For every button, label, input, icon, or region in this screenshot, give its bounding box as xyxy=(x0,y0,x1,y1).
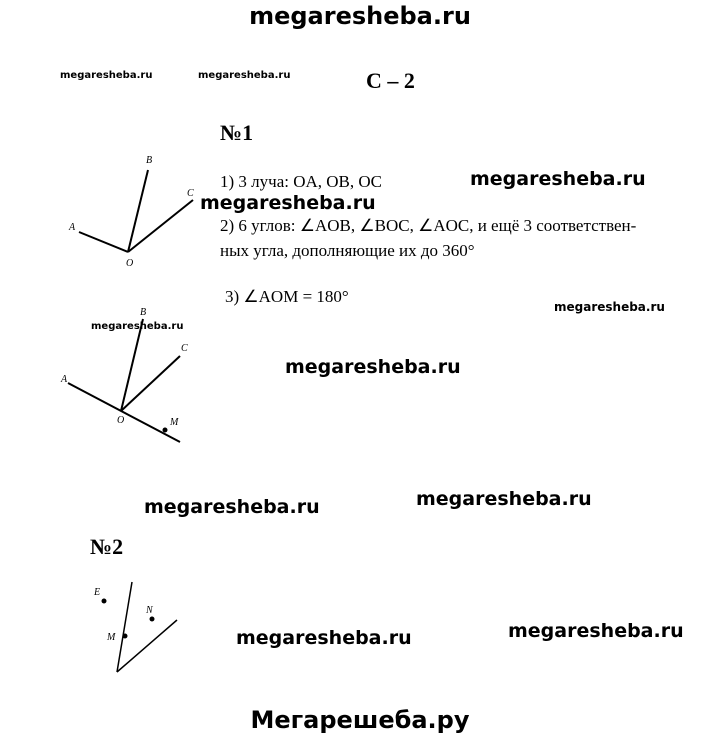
problem1-answer2-line1: 2) 6 углов: ∠AOB, ∠BOC, ∠AOC, и ещё 3 соответствен- xyxy=(220,216,637,235)
watermark: megaresheba.ru xyxy=(285,356,461,378)
problem1-answer1: 1) 3 луча: OA, OB, OC xyxy=(220,172,382,191)
label-a: A xyxy=(69,222,76,233)
watermark: megaresheba.ru xyxy=(554,300,665,314)
figure2-points-e-n-m xyxy=(85,575,195,680)
point-m xyxy=(123,634,128,639)
label-n: N xyxy=(146,605,153,616)
label-c: C xyxy=(187,188,194,199)
ray-ob xyxy=(121,319,143,411)
ray-oc xyxy=(128,200,193,252)
ray-1 xyxy=(117,582,132,672)
label-e: E xyxy=(94,587,101,598)
ray-oa xyxy=(79,232,128,252)
watermark: megaresheba.ru xyxy=(470,168,646,190)
watermark: megaresheba.ru xyxy=(508,620,684,642)
label-b: B xyxy=(140,307,147,318)
watermark: megaresheba.ru xyxy=(91,321,184,332)
label-o: O xyxy=(126,258,134,269)
watermark: megaresheba.ru xyxy=(200,192,376,214)
problem1-title: №1 xyxy=(220,120,254,145)
watermark: megaresheba.ru xyxy=(236,627,412,649)
ray-2 xyxy=(117,620,177,672)
label-m: M xyxy=(107,632,116,643)
problem1-answer3: 3) ∠AOM = 180° xyxy=(225,287,349,306)
footer-site-title: Мегарешеба.ру xyxy=(250,706,470,734)
watermark: megaresheba.ru xyxy=(198,70,291,81)
problem1-answer2-line2: ных угла, дополняющие их до 360° xyxy=(220,241,475,260)
label-a: A xyxy=(61,374,68,385)
watermark: megaresheba.ru xyxy=(60,70,153,81)
ray-oc xyxy=(121,356,180,411)
header-site-title: megaresheba.ru xyxy=(249,2,471,30)
ray-ob xyxy=(128,170,148,252)
label-o: O xyxy=(117,415,125,426)
line-am xyxy=(68,383,180,442)
figure1-rays-oa-ob-oc xyxy=(55,150,215,275)
point-n xyxy=(150,617,155,622)
section-title: С – 2 xyxy=(366,68,415,93)
point-m xyxy=(163,428,168,433)
watermark: megaresheba.ru xyxy=(416,488,592,510)
label-m: M xyxy=(170,417,179,428)
point-e xyxy=(102,599,107,604)
label-c: C xyxy=(181,343,188,354)
watermark: megaresheba.ru xyxy=(144,496,320,518)
problem2-title: №2 xyxy=(90,534,124,559)
label-b: B xyxy=(146,155,153,166)
